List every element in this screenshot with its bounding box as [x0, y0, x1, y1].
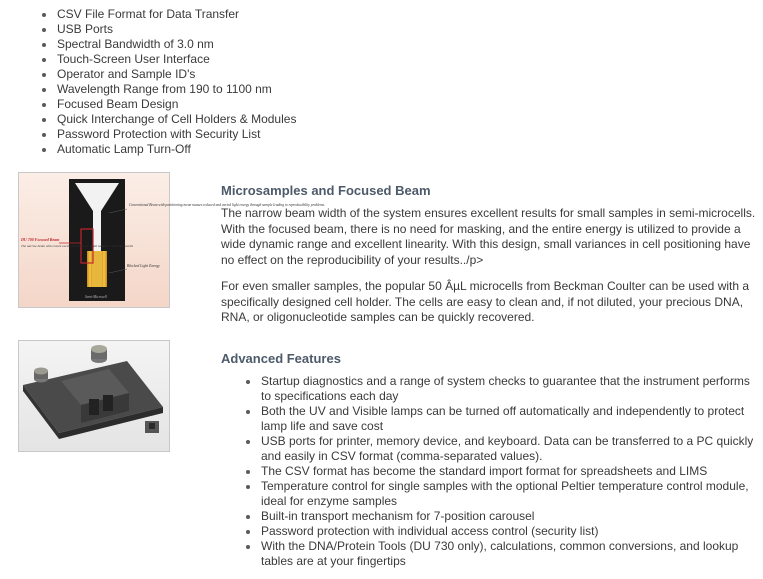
conventional-beam-label: Conventional Beam with partitioning mean masses reduced and varied light energy through sample leading to reproducibility problems. — [129, 203, 325, 207]
list-item: The CSV format has become the standard import format for spreadsheets and LIMS — [261, 464, 761, 479]
focused-beam-label: DU 700 Focused Beam — [21, 237, 60, 242]
list-item: Startup diagnostics and a range of system checks to guarantee that the instrument performs to specifications each day — [261, 374, 761, 404]
semi-microcell-caption: Semi-Microcell — [85, 295, 108, 299]
list-item: Temperature control for single samples with the optional Peltier temperature control module, ideal for enzyme samples — [261, 479, 761, 509]
list-item: Automatic Lamp Turn-Off — [57, 142, 296, 157]
cell-holder-photo — [18, 340, 170, 452]
list-item: USB ports for printer, memory device, and keyboard. Data can be transferred to a PC quickly and easily in CSV format (comma-separated values). — [261, 434, 761, 464]
list-item: Touch-Screen User Interface — [57, 52, 296, 67]
focused-beam-text: The narrow beam with ensure excellent results for small sample in semi microcells — [21, 244, 133, 248]
advanced-features-title: Advanced Features — [221, 351, 341, 366]
list-item: Spectral Bandwidth of 3.0 nm — [57, 37, 296, 52]
top-feature-list — [57, 7, 296, 157]
list-item: Built-in transport mechanism for 7-position carousel — [261, 509, 761, 524]
list-item: CSV File Format for Data Transfer — [57, 7, 296, 22]
microsamples-paragraph-2: For even smaller samples, the popular 50 ÂµL microcells from Beckman Coulter can be used with a specifically designed cell holder. The cells are easy to clean and, if not diluted, your precious DNA, RNA, or oligonucleotide samples can be quickly recovered. — [221, 279, 750, 324]
beam-diagram-svg — [19, 173, 325, 307]
microsamples-title: Microsamples and Focused Beam — [221, 183, 431, 198]
list-item: Quick Interchange of Cell Holders & Modules — [57, 112, 297, 126]
advanced-feature-list — [261, 374, 761, 569]
list-item: Both the UV and Visible lamps can be turned off automatically and independently to protect lamp life and save cost — [261, 404, 761, 434]
list-item: Wavelength Range from 190 to 1100 nm — [57, 82, 296, 97]
cell-holder-svg — [19, 341, 169, 451]
list-item: Password Protection with Security List — [57, 127, 296, 142]
focused-beam-diagram — [18, 172, 325, 308]
microsamples-paragraph-1: The narrow beam width of the system ensures excellent results for small samples in semi-microcells. With the focused beam, there is no need for masking, and the entire energy is utilized to provide a wide dynamic range and excellent linearity. With this design, small variances in cell positioning have no effect on the reproducibility of your results../p> — [221, 206, 756, 267]
list-item: Operator and Sample ID's — [57, 67, 296, 82]
blocked-light-label: Blocked Light Energy — [127, 264, 160, 268]
list-item: USB Ports — [57, 22, 296, 37]
list-item: Focused Beam Design — [57, 97, 296, 112]
list-item: Password protection with individual access control (security list) — [261, 524, 761, 539]
list-item: With the DNA/Protein Tools (DU 730 only), calculations, common conversions, and lookup tables are at your fingertips — [261, 539, 761, 569]
